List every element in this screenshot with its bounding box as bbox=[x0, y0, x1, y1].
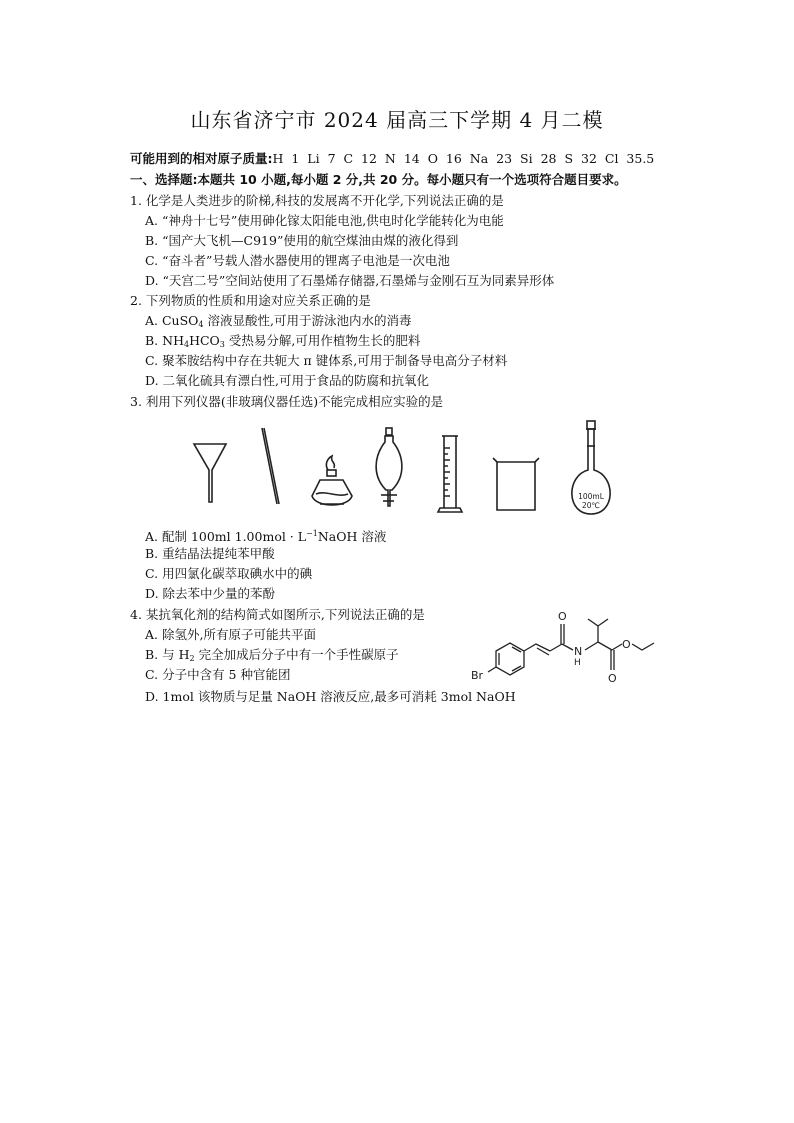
q1-option-b: B. “国产大飞机—C919”使用的航空煤油由煤的液化得到 bbox=[145, 233, 459, 248]
q3-option-a-post: NaOH 溶液 bbox=[317, 529, 387, 544]
flask-label-temp: 20℃ bbox=[582, 501, 600, 510]
q1-option-c: C. “奋斗者”号载人潜水器使用的锂离子电池是一次电池 bbox=[145, 253, 450, 268]
q2-option-b-sub1: 4 bbox=[183, 340, 190, 349]
q3-stem: 3. 利用下列仪器(非玻璃仪器任选)不能完成相应实验的是 bbox=[130, 394, 444, 409]
q2-option-a-sub: 4 bbox=[198, 320, 204, 329]
q2-option-b-pre: B. NH bbox=[145, 333, 184, 348]
q2-option-a-post: 溶液显酸性,可用于游泳池内水的消毒 bbox=[203, 313, 412, 328]
q4-option-c: C. 分子中含有 5 种官能团 bbox=[145, 667, 291, 682]
q2-stem: 2. 下列物质的性质和用途对应关系正确的是 bbox=[130, 293, 371, 308]
q2-option-d: D. 二氧化硫具有漂白性,可用于食品的防腐和抗氧化 bbox=[145, 373, 429, 388]
q4-option-d: D. 1mol 该物质与足量 NaOH 溶液反应,最多可消耗 3mol NaOH bbox=[145, 689, 516, 704]
q4-stem: 4. 某抗氧化剂的结构简式如图所示,下列说法正确的是 bbox=[130, 607, 425, 622]
q2-option-b-sub2: 3 bbox=[219, 340, 225, 349]
q2-option-b-post: 受热易分解,可用作植物生长的肥料 bbox=[224, 333, 421, 348]
q4-option-b-sub: 2 bbox=[189, 654, 195, 663]
atom-o-ester-carbonyl: O bbox=[608, 672, 617, 685]
section-header: 一、选择题:本题共 10 小题,每小题 2 分,共 20 分。每小题只有一个选项符合题目要求。 bbox=[130, 172, 627, 187]
funnel-icon bbox=[194, 444, 226, 502]
q4-option-b-post: 完全加成后分子中有一个手性碳原子 bbox=[194, 647, 399, 662]
q2-option-b-mid: HCO bbox=[189, 333, 220, 348]
flask-label-volume: 100mL bbox=[578, 492, 604, 501]
q1-option-a: A. “神舟十七号”使用砷化镓太阳能电池,供电时化学能转化为电能 bbox=[145, 213, 504, 228]
lab-apparatus-figure bbox=[180, 418, 700, 518]
atom-br: Br bbox=[471, 669, 484, 682]
atom-n: N bbox=[574, 645, 583, 658]
graduated-cylinder-icon bbox=[438, 436, 462, 512]
q2-option-a-pre: A. CuSO bbox=[145, 313, 199, 328]
q3-option-d: D. 除去苯中少量的苯酚 bbox=[145, 586, 276, 601]
separatory-funnel-icon bbox=[376, 428, 402, 506]
structural-formula-figure bbox=[470, 600, 670, 692]
atomic-masses-values: H 1 Li 7 C 12 N 14 O 16 Na 23 Si 28 S 32 Cl 35.5 bbox=[272, 151, 655, 166]
q3-option-a-sup: −1 bbox=[306, 529, 318, 538]
page-title: 山东省济宁市 2024 届高三下学期 4 月二模 bbox=[190, 108, 604, 132]
beaker-icon bbox=[493, 458, 539, 510]
q2-option-a bbox=[145, 313, 411, 333]
q4-option-a: A. 除氢外,所有原子可能共平面 bbox=[145, 627, 316, 642]
q3-option-c: C. 用四氯化碳萃取碘水中的碘 bbox=[145, 566, 313, 581]
q3-option-b: B. 重结晶法提纯苯甲酸 bbox=[145, 546, 275, 561]
glass-rod-icon bbox=[262, 428, 279, 504]
atom-o-ester: O bbox=[622, 638, 631, 651]
q4-option-b bbox=[145, 647, 399, 667]
q1-stem: 1. 化学是人类进步的阶梯,科技的发展离不开化学,下列说法正确的是 bbox=[130, 193, 504, 208]
q2-option-b bbox=[145, 333, 420, 353]
atom-o-carbonyl: O bbox=[558, 610, 567, 623]
q4-option-b-pre: B. 与 H bbox=[145, 647, 190, 662]
atom-h: H bbox=[574, 658, 581, 668]
atomic-masses-label: 可能用到的相对原子质量: bbox=[130, 151, 273, 166]
q2-option-c: C. 聚苯胺结构中存在共轭大 π 键体系,可用于制备导电高分子材料 bbox=[145, 353, 508, 368]
atomic-masses-line bbox=[130, 151, 654, 167]
q1-option-d: D. “天宫二号”空间站使用了石墨烯存储器,石墨烯与金刚石互为同素异形体 bbox=[145, 273, 555, 288]
q3-option-a bbox=[145, 526, 386, 545]
alcohol-lamp-icon bbox=[312, 456, 352, 505]
q3-option-a-pre: A. 配制 100ml 1.00mol · L bbox=[145, 529, 307, 544]
